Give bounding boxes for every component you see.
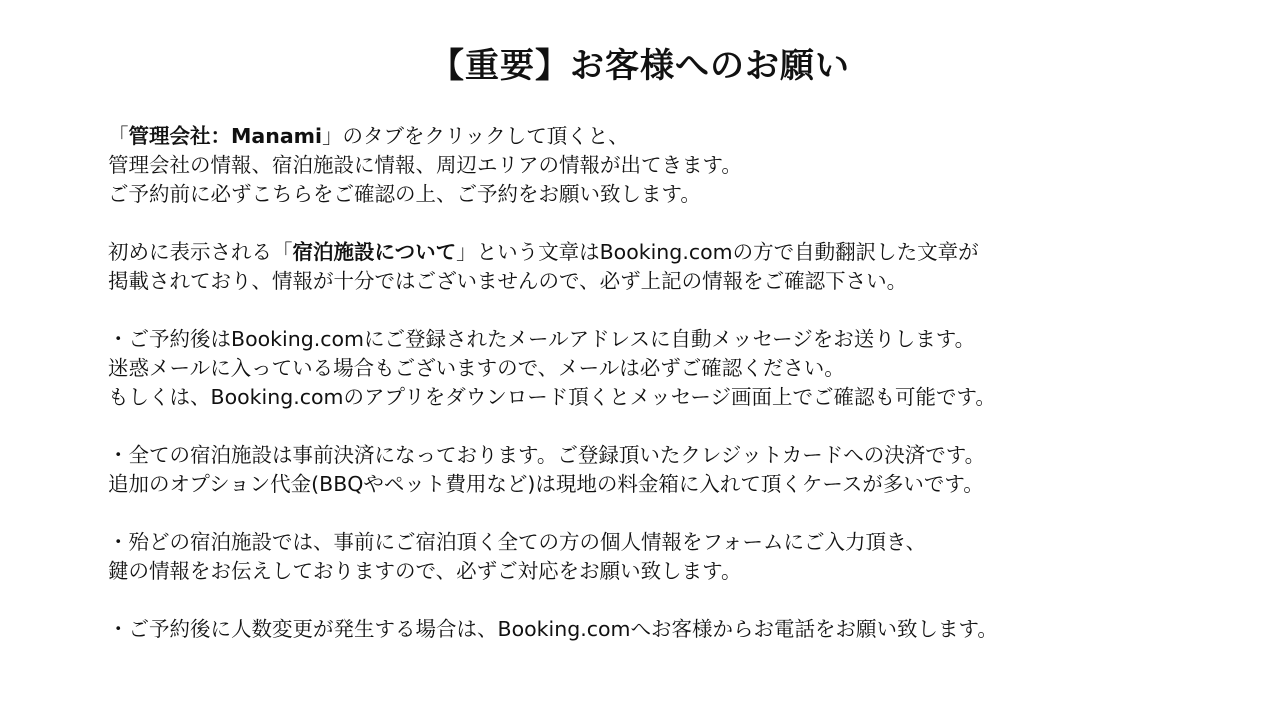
page-title: 【重要】お客様へのお願い xyxy=(430,46,850,86)
text-line: 掲載されており、情報が十分ではございませんので、必ず上記の情報をご確認下さい。 xyxy=(108,269,908,293)
text-line: ・殆どの宿泊施設では、事前にご宿泊頂く全ての方の個人情報をフォームにご入力頂き、 xyxy=(108,530,927,554)
text-line: ・ご予約後はBooking.comにご登録されたメールアドレスに自動メッセージをお送りします。 xyxy=(108,327,976,351)
manami-tab-label: 管理会社：Manami xyxy=(128,124,323,148)
paragraph-prepayment xyxy=(108,441,1258,499)
notice-body xyxy=(108,122,1258,673)
text-line: ・ご予約後に人数変更が発生する場合は、Booking.comへお客様からお電話をお願い致します。 xyxy=(108,617,998,641)
text-line: ・全ての宿泊施設は事前決済になっております。ご登録頂いたクレジットカードへの決済です。 xyxy=(108,443,986,467)
text-line: 迷惑メールに入っている場合もございますので、メールは必ずご確認ください。 xyxy=(108,356,845,380)
paragraph-personal-info xyxy=(108,528,1258,586)
text-line: 鍵の情報をお伝えしておりますので、必ずご対応をお願い致します。 xyxy=(108,559,742,583)
text-line: 管理会社の情報、宿泊施設に情報、周辺エリアの情報が出てきます。 xyxy=(108,153,742,177)
bracket-open: 「 xyxy=(272,240,293,264)
paragraph-manami-tab xyxy=(108,122,1258,209)
paragraph-guest-change xyxy=(108,615,1258,644)
facility-section-label: 宿泊施設について xyxy=(292,240,457,264)
text-segment: 初めに表示される xyxy=(108,240,272,264)
text-line xyxy=(108,238,1258,267)
paragraph-auto-message xyxy=(108,325,1258,412)
text-line: 追加のオプション代金(BBQやペット費用など)は現地の料金箱に入れて頂くケースが多いです。 xyxy=(108,472,984,496)
text-line: もしくは、Booking.comのアプリをダウンロード頂くとメッセージ画面上でご確認も可能です。 xyxy=(108,385,996,409)
paragraph-facility-info xyxy=(108,238,1258,296)
text-segment: 」という文章はBooking.comの方で自動翻訳した文章が xyxy=(456,240,979,264)
bracket-open: 「 xyxy=(108,124,129,148)
text-line xyxy=(108,122,1258,151)
text-segment: 」のタブをクリックして頂くと、 xyxy=(322,124,629,148)
text-line: ご予約前に必ずこちらをご確認の上、ご予約をお願い致します。 xyxy=(108,182,701,206)
